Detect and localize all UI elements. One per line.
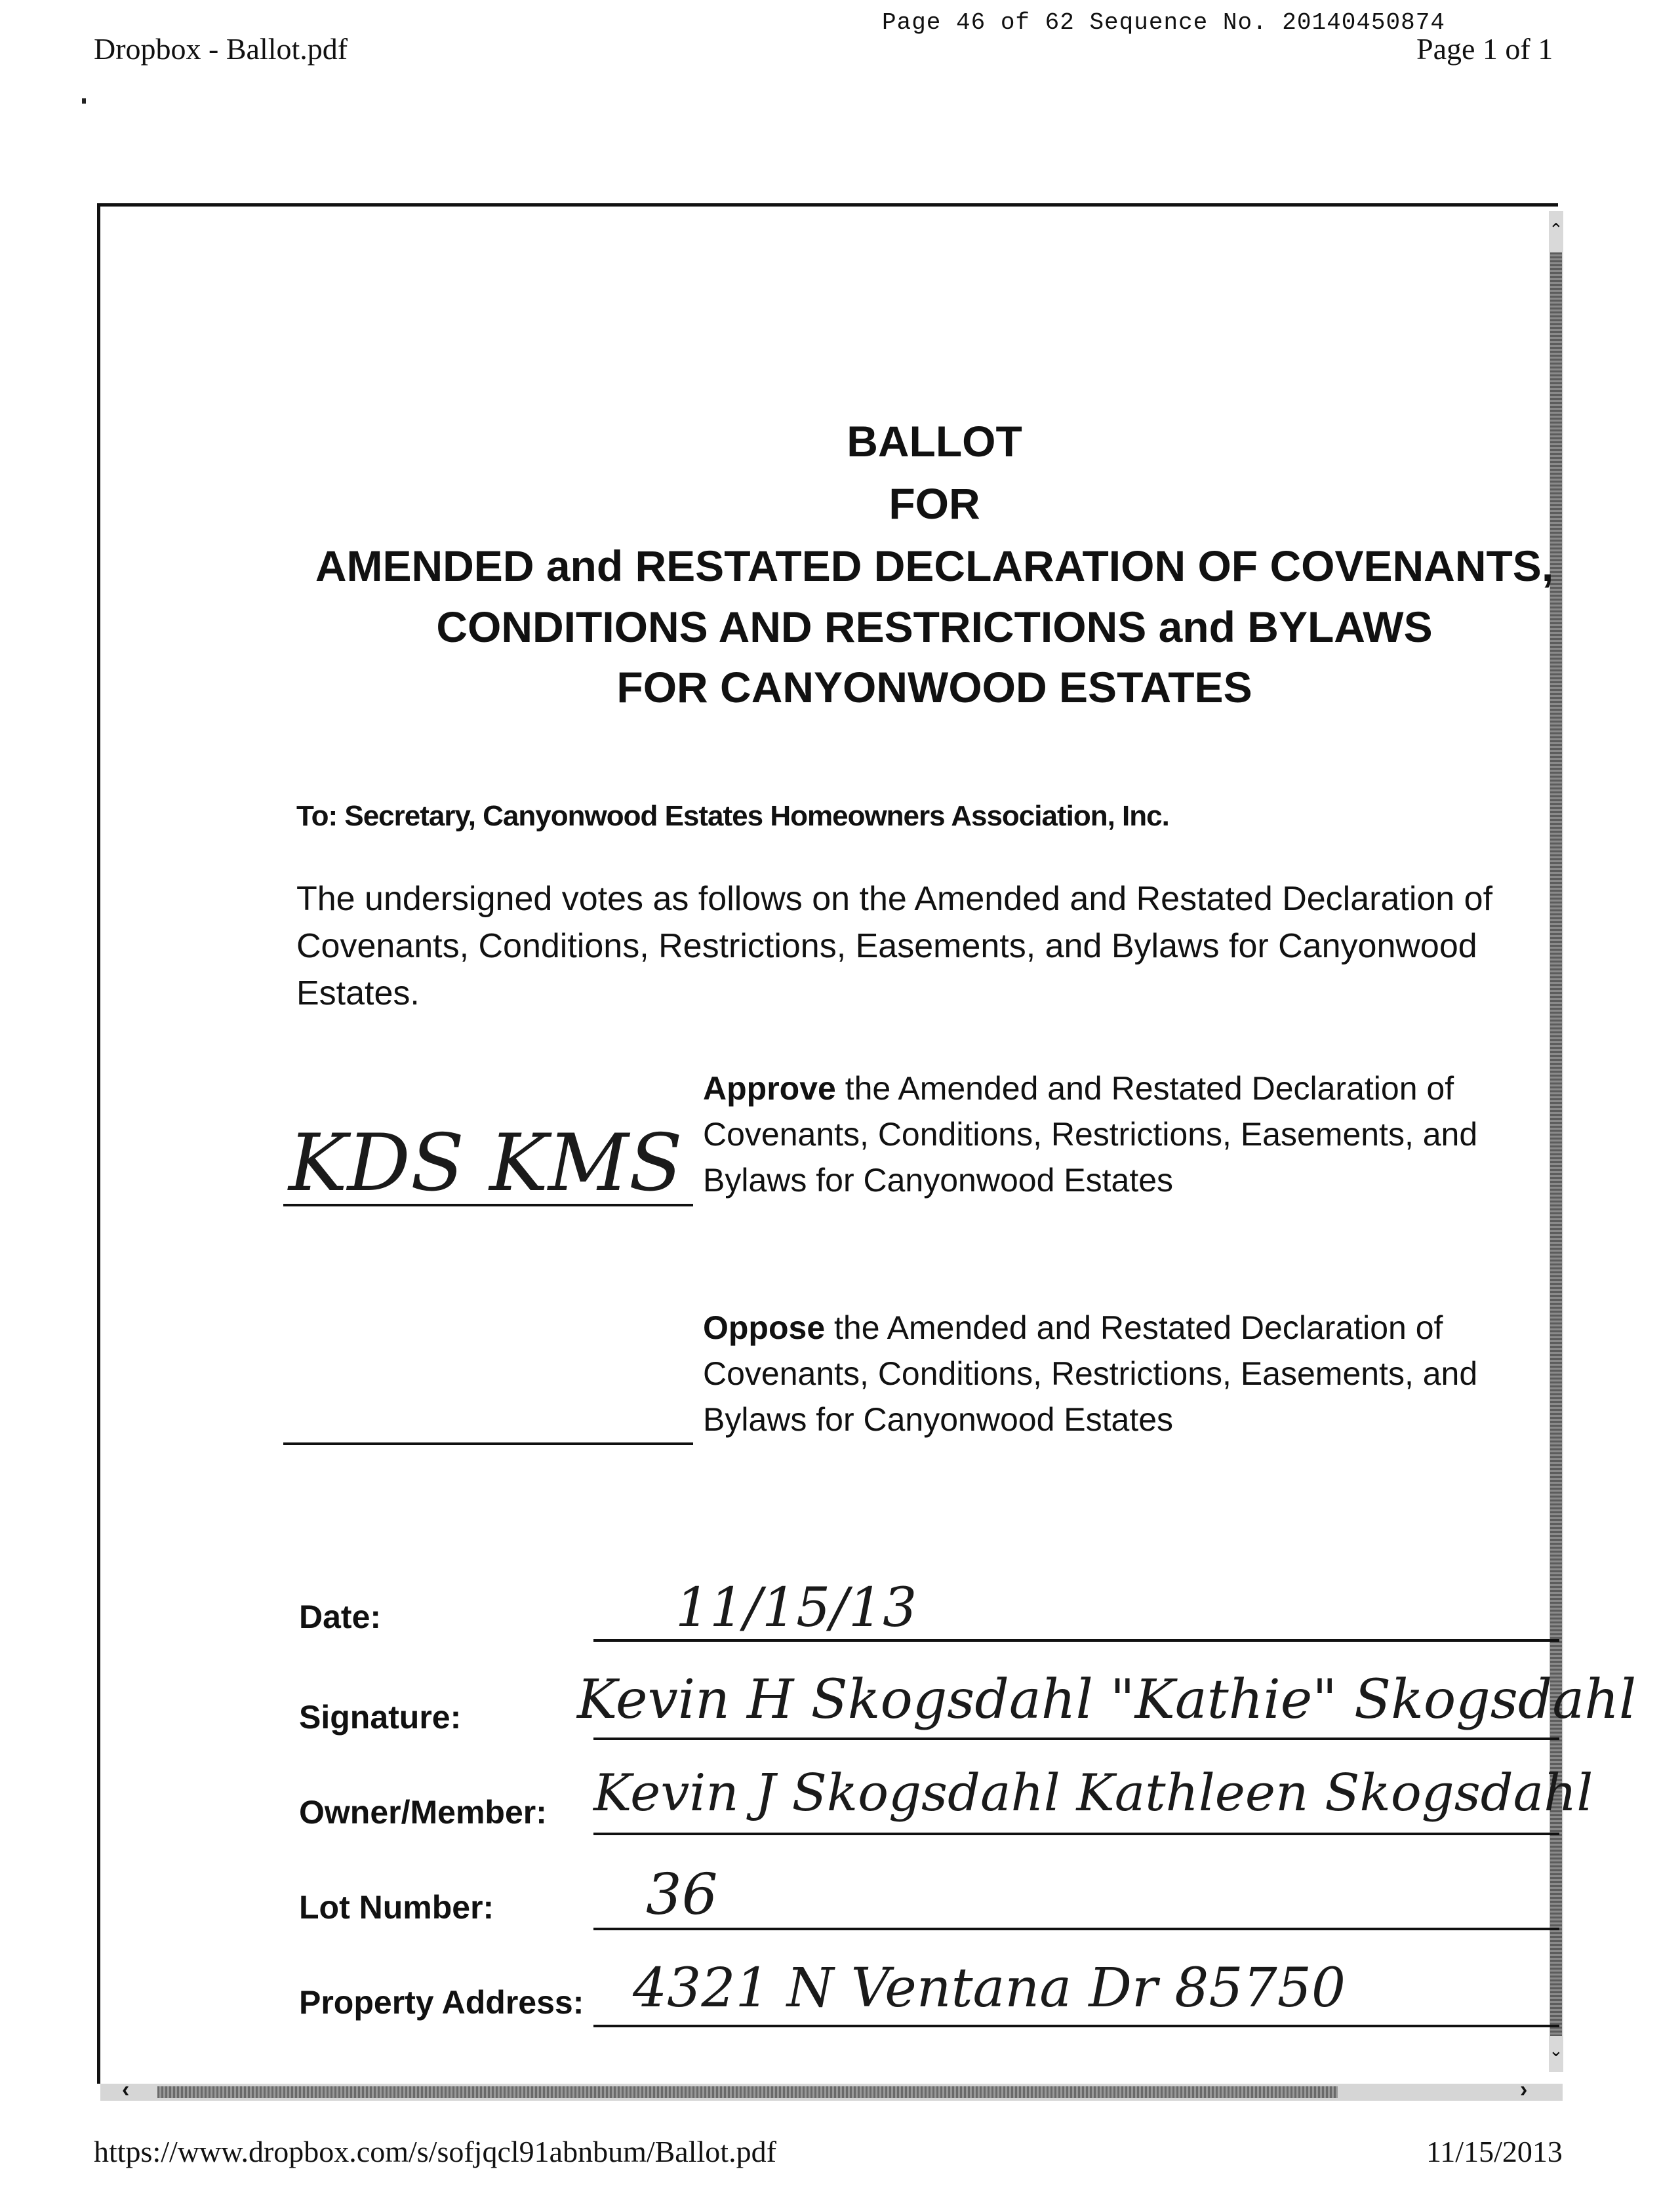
print-header-title: Dropbox - Ballot.pdf bbox=[94, 32, 348, 66]
lot-number-value: 36 bbox=[646, 1862, 718, 1928]
approve-handwritten-mark: KDS KMS bbox=[289, 1118, 683, 1209]
lot-number-line bbox=[593, 1928, 1559, 1930]
property-address-value: 4321 N Ventana Dr 85750 bbox=[633, 1957, 1346, 2019]
ballot-title: BALLOT bbox=[847, 417, 1022, 466]
oppose-line-2: Covenants, Conditions, Restrictions, Easements, and bbox=[703, 1355, 1478, 1392]
ballot-title-line-3: AMENDED and RESTATED DECLARATION OF COVENANTS, bbox=[315, 542, 1554, 590]
approve-signature-line bbox=[283, 1204, 693, 1206]
signature-line bbox=[593, 1738, 1559, 1740]
horizontal-scrollbar-thumb[interactable] bbox=[157, 2086, 1338, 2098]
scroll-up-icon[interactable]: ⌃ bbox=[1549, 220, 1563, 239]
sequence-stamp: Page 46 of 62 Sequence No. 20140450874 bbox=[882, 9, 1445, 36]
property-address-label: Property Address: bbox=[299, 1984, 584, 2021]
oppose-line-1: the Amended and Restated Declaration of bbox=[825, 1309, 1443, 1346]
scroll-left-icon[interactable]: ‹ bbox=[122, 2077, 130, 2102]
signature-label: Signature: bbox=[299, 1699, 462, 1736]
intro-paragraph: The undersigned votes as follows on the Amended and Restated Declaration of Covenants, Conditions, Restrictions, Easements, and Bylaws for Canyonwood Estates. bbox=[296, 880, 1493, 1012]
approve-option-text bbox=[703, 1065, 1555, 1203]
approve-line-2: Covenants, Conditions, Restrictions, Easements, and bbox=[703, 1116, 1478, 1153]
date-label: Date: bbox=[299, 1599, 382, 1635]
owner-member-value: Kevin J Skogsdahl Kathleen Skogsdahl bbox=[593, 1764, 1593, 1823]
date-value: 11/15/13 bbox=[675, 1577, 917, 1639]
oppose-signature-line bbox=[283, 1442, 693, 1445]
property-address-line bbox=[593, 2025, 1559, 2027]
ballot-title-line-4: CONDITIONS AND RESTRICTIONS and BYLAWS bbox=[436, 603, 1433, 651]
footer-date: 11/15/2013 bbox=[1426, 2135, 1563, 2168]
approve-line-1: the Amended and Restated Declaration of bbox=[835, 1070, 1454, 1107]
owner-member-label: Owner/Member: bbox=[299, 1794, 547, 1831]
signature-value: Kevin H Skogsdahl "Kathie" Skogsdahl bbox=[577, 1669, 1637, 1731]
oppose-keyword: Oppose bbox=[703, 1309, 826, 1346]
approve-line-3: Bylaws for Canyonwood Estates bbox=[703, 1162, 1174, 1199]
scroll-right-icon[interactable]: › bbox=[1520, 2077, 1528, 2102]
oppose-line-3: Bylaws for Canyonwood Estates bbox=[703, 1401, 1174, 1438]
ballot-title-line-5: FOR CANYONWOOD ESTATES bbox=[616, 663, 1252, 711]
page-count: Page 1 of 1 bbox=[1416, 32, 1553, 66]
oppose-option-text bbox=[703, 1305, 1555, 1442]
lot-number-label: Lot Number: bbox=[299, 1889, 494, 1926]
addressee: To: Secretary, Canyonwood Estates Homeowners Association, Inc. bbox=[296, 800, 1169, 832]
owner-member-line bbox=[593, 1833, 1559, 1835]
scan-speck bbox=[82, 98, 86, 104]
date-line bbox=[593, 1639, 1559, 1642]
footer-url: https://www.dropbox.com/s/sofjqcl91abnbum/Ballot.pdf bbox=[94, 2135, 776, 2168]
approve-keyword: Approve bbox=[703, 1070, 836, 1107]
ballot-title-for: FOR bbox=[889, 479, 980, 528]
scroll-down-icon[interactable]: ⌄ bbox=[1549, 2040, 1563, 2060]
